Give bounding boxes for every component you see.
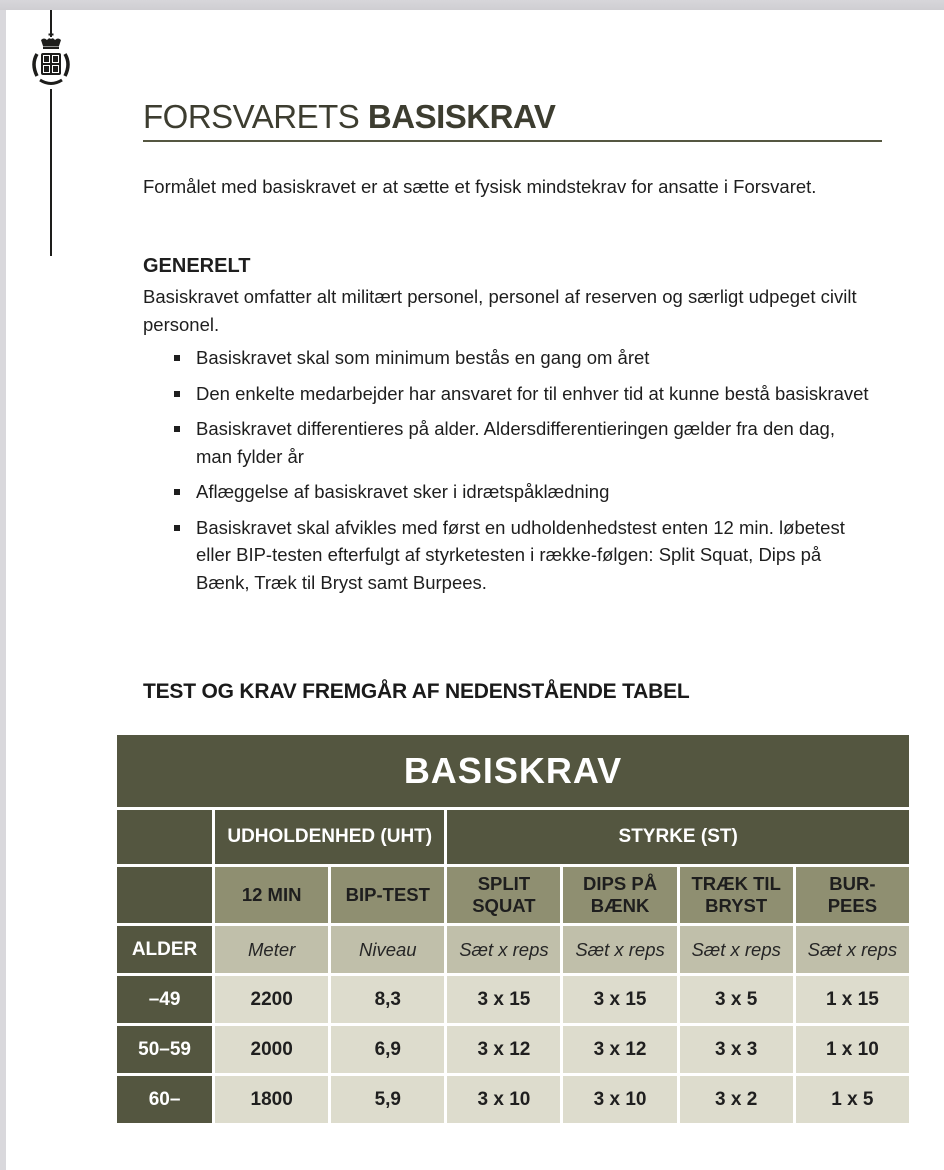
col-header-dips: DIPS PÅ BÆNK — [563, 867, 676, 923]
bullet-item — [172, 415, 872, 470]
empty-corner-cell — [117, 810, 212, 864]
col-header-12min: 12 MIN — [215, 867, 328, 923]
general-paragraph: Basiskravet omfatter alt militært personel, personel af reserven og særligt udpeget civilt personel. — [143, 286, 857, 335]
age-cell: 60– — [117, 1076, 212, 1123]
page-title — [143, 98, 555, 136]
value-cell: 3 x 5 — [680, 976, 793, 1023]
side-rule-top — [50, 10, 52, 32]
unit-cell: Meter — [215, 926, 328, 973]
col-header-bip-test: BIP-TEST — [331, 867, 444, 923]
value-cell: 2000 — [215, 1026, 328, 1073]
value-cell: 1 x 10 — [796, 1026, 909, 1073]
table-row — [117, 1076, 909, 1123]
unit-cell: Sæt x reps — [563, 926, 676, 973]
value-cell: 3 x 3 — [680, 1026, 793, 1073]
bullet-square-icon — [174, 525, 180, 531]
unit-cell: Niveau — [331, 926, 444, 973]
group-endurance: UDHOLDENHED (UHT) — [215, 810, 444, 864]
unit-cell: Sæt x reps — [796, 926, 909, 973]
viewer-top-bar — [0, 0, 944, 10]
intro-paragraph: Formålet med basiskravet er at sætte et fysisk mindstekrav for ansatte i Forsvaret. — [143, 176, 817, 197]
value-cell: 3 x 10 — [447, 1076, 560, 1123]
general-heading: GENERELT — [143, 255, 251, 277]
value-cell: 3 x 15 — [447, 976, 560, 1023]
title-divider — [143, 140, 882, 142]
value-cell: 3 x 12 — [563, 1026, 676, 1073]
bullet-square-icon — [174, 489, 180, 495]
bullet-item — [172, 478, 872, 506]
col-header-pull: TRÆK TIL BRYST — [680, 867, 793, 923]
empty-corner-cell — [117, 867, 212, 923]
value-cell: 1 x 5 — [796, 1076, 909, 1123]
bullet-text: Basiskravet skal som minimum bestås en gang om året — [196, 347, 650, 368]
bullet-square-icon — [174, 355, 180, 361]
unit-cell: Sæt x reps — [680, 926, 793, 973]
bullet-square-icon — [174, 391, 180, 397]
value-cell: 1800 — [215, 1076, 328, 1123]
table-unit-row — [117, 926, 909, 973]
bullet-square-icon — [174, 426, 180, 432]
unit-cell: Sæt x reps — [447, 926, 560, 973]
table-title: BASISKRAV — [117, 735, 909, 807]
col-header-split-squat: SPLIT SQUAT — [447, 867, 560, 923]
age-cell: 50–59 — [117, 1026, 212, 1073]
value-cell: 3 x 2 — [680, 1076, 793, 1123]
table-group-row — [117, 810, 909, 864]
value-cell: 3 x 10 — [563, 1076, 676, 1123]
bullet-item — [172, 380, 872, 408]
table-heading: TEST OG KRAV FREMGÅR AF NEDENSTÅENDE TABEL — [143, 680, 690, 703]
bullet-item — [172, 344, 872, 372]
table-column-header-row — [117, 867, 909, 923]
bullet-item — [172, 514, 872, 597]
table-title-row — [117, 735, 909, 807]
value-cell: 3 x 15 — [563, 976, 676, 1023]
bullet-text: Den enkelte medarbejder har ansvaret for til enhver tid at kunne bestå basiskravet — [196, 382, 869, 404]
table-row — [117, 976, 909, 1023]
table-row — [117, 1026, 909, 1073]
bullet-text: Basiskravet differentieres på alder. Aldersdifferentieringen gælder fra den dag, man fylder år — [196, 418, 835, 467]
value-cell: 2200 — [215, 976, 328, 1023]
requirements-table — [114, 732, 912, 1126]
general-bullet-list — [172, 344, 872, 604]
value-cell: 5,9 — [331, 1076, 444, 1123]
group-strength: STYRKE (ST) — [447, 810, 909, 864]
age-cell: –49 — [117, 976, 212, 1023]
value-cell: 3 x 12 — [447, 1026, 560, 1073]
crown-emblem-icon — [28, 32, 74, 88]
col-header-burpees: BUR- PEES — [796, 867, 909, 923]
bullet-text: Aflæggelse af basiskravet sker i idrætspåklædning — [196, 481, 610, 502]
side-rule — [50, 89, 52, 256]
value-cell: 8,3 — [331, 976, 444, 1023]
value-cell: 1 x 15 — [796, 976, 909, 1023]
title-bold: BASISKRAV — [367, 98, 556, 135]
age-label: ALDER — [117, 926, 212, 973]
bullet-text: Basiskravet skal afvikles med først en udholdenhedstest enten 12 min. løbetest eller BIP-testen efterfulgt af styrketesten i række-følgen: Split Squat, Dips på Bænk, Træk til Bryst samt Burpees. — [196, 516, 845, 593]
title-light: FORSVARETS — [143, 98, 368, 135]
value-cell: 6,9 — [331, 1026, 444, 1073]
